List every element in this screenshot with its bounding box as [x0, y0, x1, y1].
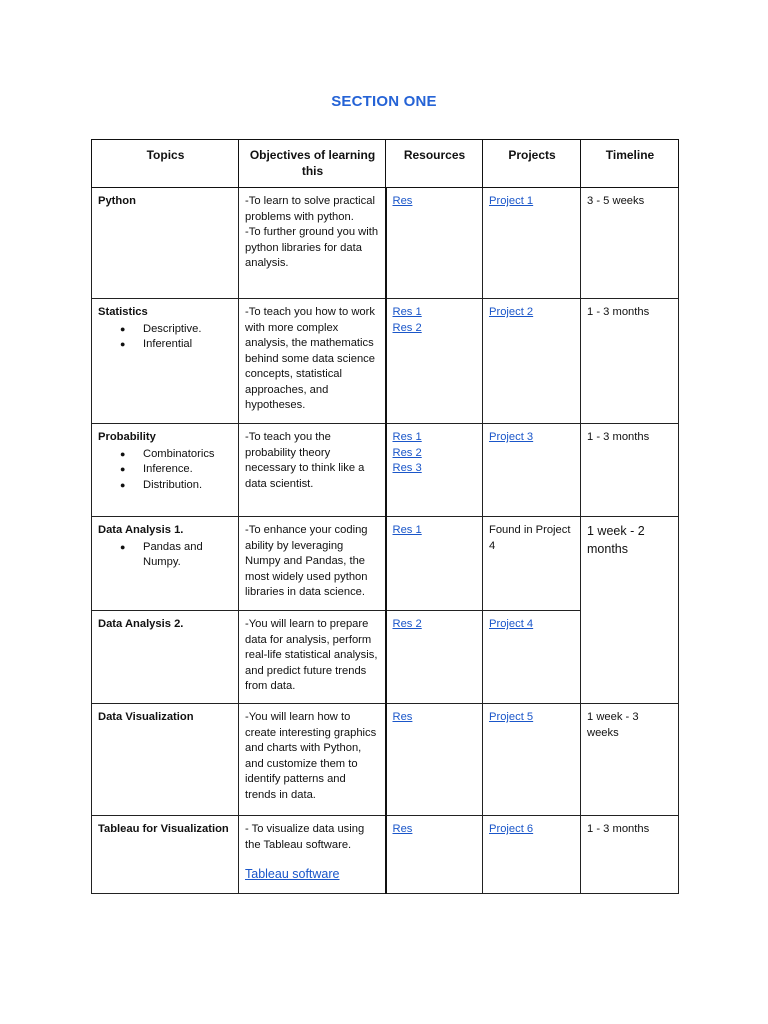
resource-link[interactable]: Res 2: [392, 618, 422, 630]
project-cell: [483, 611, 581, 704]
project-cell: [483, 517, 581, 611]
header-resources: Resources: [386, 140, 483, 188]
topic-subitems-list: [98, 322, 233, 353]
topic-title: Python: [98, 195, 136, 207]
timeline-text: 1 - 3 months: [587, 823, 650, 835]
resources-cell: [386, 611, 483, 704]
resource-link[interactable]: Res 2: [392, 446, 422, 459]
topic-subitem: ● Combinatorics: [98, 447, 233, 463]
objectives-cell: [239, 611, 386, 704]
timeline-text: 3 - 5 weeks: [587, 195, 645, 207]
project-link[interactable]: Project 1: [489, 195, 534, 207]
tableau-software-link[interactable]: Tableau software: [245, 867, 340, 881]
project-link[interactable]: Project 6: [489, 823, 534, 835]
resource-link[interactable]: Res 1: [392, 306, 422, 318]
timeline-text: 1 - 3 months: [587, 431, 650, 443]
timeline-cell: [581, 188, 679, 299]
topic-subitem: ● Distribution.: [98, 478, 233, 494]
project-cell: [483, 188, 581, 299]
project-cell: [483, 424, 581, 517]
project-cell: [483, 816, 581, 894]
table-row: [92, 704, 679, 816]
topic-title: Statistics: [98, 306, 148, 318]
table-row: [92, 816, 679, 894]
timeline-text: 1 - 3 months: [587, 306, 650, 318]
objectives-cell: [239, 424, 386, 517]
learning-plan-table: [91, 139, 679, 894]
timeline-cell: [581, 704, 679, 816]
timeline-cell: [581, 424, 679, 517]
header-timeline: Timeline: [581, 140, 679, 188]
project-cell: [483, 704, 581, 816]
header-projects: Projects: [483, 140, 581, 188]
objective-text: -To teach you how to work with more complex analysis, the mathematics behind some data science concepts, statistical approaches, and hypotheses.: [245, 306, 375, 411]
topic-subitem: ● Descriptive.: [98, 322, 233, 338]
objective-text: -To learn to solve practical problems with python.: [245, 195, 375, 223]
project-link[interactable]: Project 2: [489, 306, 534, 318]
table-row: [92, 299, 679, 424]
topic-title: Data Analysis 2.: [98, 618, 184, 630]
objectives-cell: [239, 188, 386, 299]
topic-title: Data Analysis 1.: [98, 524, 184, 536]
resources-cell: [386, 816, 483, 894]
topic-cell: [92, 424, 239, 517]
topic-subitem: ● Pandas and Numpy.: [98, 540, 233, 571]
project-link[interactable]: Project 3: [489, 431, 534, 443]
topic-subitems-list: [98, 447, 233, 494]
table-row: [92, 188, 679, 299]
resource-link[interactable]: Res 1: [392, 524, 422, 536]
header-topics: Topics: [92, 140, 239, 188]
table-row: [92, 517, 679, 611]
project-link[interactable]: Project 4: [489, 618, 534, 630]
resource-link[interactable]: Res 1: [392, 431, 422, 443]
table-header-row: [92, 140, 679, 188]
objective-text: -To teach you the probability theory necessary to think like a data scientist.: [245, 431, 365, 490]
project-text: Found in Project 4: [489, 524, 571, 552]
table-body: [92, 188, 679, 894]
resources-cell: [386, 704, 483, 816]
topic-cell: [92, 704, 239, 816]
resource-link[interactable]: Res: [392, 195, 413, 207]
topic-subitems-list: [98, 540, 233, 571]
timeline-cell: [581, 517, 679, 704]
resources-cell: [386, 517, 483, 611]
objectives-cell: [239, 816, 386, 894]
resource-link[interactable]: Res 2: [392, 321, 422, 334]
project-link[interactable]: Project 5: [489, 711, 534, 723]
resources-cell: [386, 188, 483, 299]
objective-text: -You will learn to prepare data for analysis, perform real-life statistical analysis, and predict future trends from data.: [245, 618, 378, 692]
resources-cell: [386, 299, 483, 424]
objectives-cell: [239, 704, 386, 816]
project-cell: [483, 299, 581, 424]
topic-title: Tableau for Visualization: [98, 823, 229, 835]
header-objectives: Objectives of learning this: [239, 140, 386, 188]
topic-cell: [92, 299, 239, 424]
timeline-text: 1 week - 3 weeks: [587, 711, 639, 739]
timeline-cell: [581, 299, 679, 424]
objective-text: -To enhance your coding ability by leveraging Numpy and Pandas, the most widely used python libraries in data science.: [245, 524, 368, 598]
resource-link[interactable]: Res: [392, 823, 413, 835]
objectives-cell: [239, 299, 386, 424]
topic-cell: [92, 517, 239, 611]
objective-text: -To further ground you with python libraries for data analysis.: [245, 226, 379, 269]
resource-link[interactable]: Res 3: [392, 462, 422, 474]
table-row: [92, 424, 679, 517]
topic-cell: [92, 611, 239, 704]
objective-text: - To visualize data using the Tableau software.: [245, 823, 365, 851]
topic-cell: [92, 816, 239, 894]
topic-title: Probability: [98, 431, 156, 443]
timeline-cell: [581, 816, 679, 894]
topic-subitem: ● Inferential: [98, 337, 233, 353]
topic-subitem: ● Inference.: [98, 462, 233, 478]
objective-text: -You will learn how to create interesting graphics and charts with Python, and customize them to identify patterns and trends in data.: [245, 711, 377, 801]
topic-title: Data Visualization: [98, 711, 194, 723]
resources-cell: [386, 424, 483, 517]
section-title: SECTION ONE: [331, 93, 437, 110]
timeline-text: 1 week - 2 months: [587, 524, 645, 556]
resource-link[interactable]: Res: [392, 711, 413, 723]
topic-cell: [92, 188, 239, 299]
objectives-cell: [239, 517, 386, 611]
